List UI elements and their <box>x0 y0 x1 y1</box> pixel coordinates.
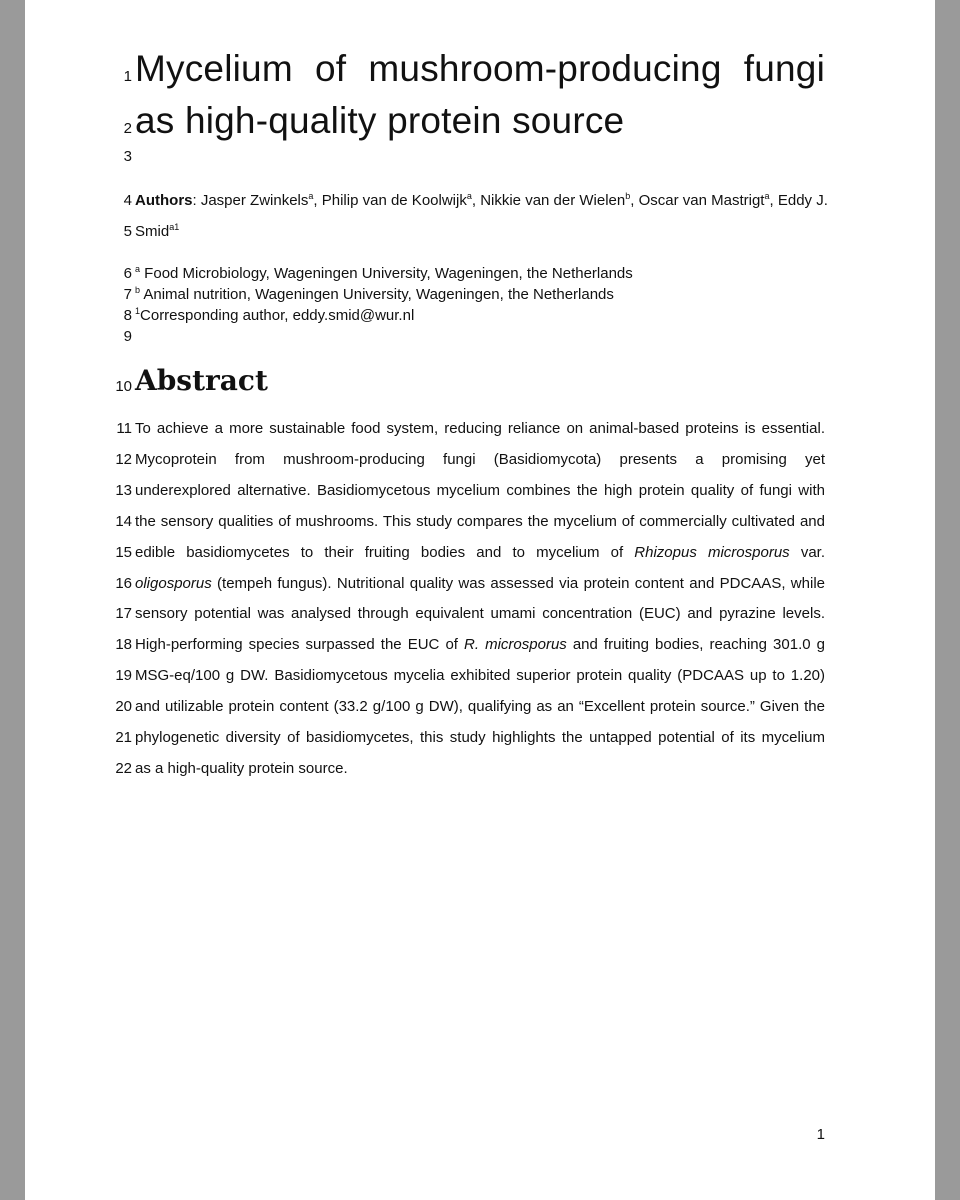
author-name: Nikkie van der Wielen <box>480 192 626 209</box>
paper-page <box>25 0 935 1200</box>
abstract-line <box>135 544 825 561</box>
author-affil-mark: a1 <box>169 222 180 232</box>
affil-mark: a <box>135 264 141 274</box>
abstract-text: edible basidiomycetes to their fruiting bodies and to mycelium of <box>135 544 635 561</box>
abstract-line <box>135 575 825 592</box>
abstract-line: and utilizable protein content (33.2 g/100 g DW), qualifying as an “Excellent protein source.” Given the <box>135 698 825 715</box>
abstract-text: var. <box>789 544 826 561</box>
line-number: 4 <box>123 192 132 209</box>
line-number: 16 <box>115 575 132 592</box>
page-number: 1 <box>816 1126 825 1143</box>
affiliation-b <box>135 286 825 303</box>
abstract-line: Mycoprotein from mushroom-producing fungi (Basidiomycota) presents a promising yet <box>135 451 825 468</box>
author-affil-mark: a <box>308 191 314 201</box>
authors-line-2 <box>135 223 825 240</box>
abstract-line: MSG-eq/100 g DW. Basidiomycetous mycelia exhibited superior protein quality (PDCAAS up to 1.20) <box>135 667 825 684</box>
author-affil-mark: a <box>466 191 472 201</box>
author-name: Oscar van Mastrigt <box>638 192 765 209</box>
paper-title-line-2: as high-quality protein source <box>135 100 625 141</box>
line-number: 9 <box>123 328 132 345</box>
line-number: 10 <box>115 378 132 395</box>
species-name: Rhizopus microsporus <box>634 544 790 561</box>
abstract-text: (tempeh fungus). Nutritional quality was assessed via protein content and PDCAAS, while <box>211 575 825 592</box>
affil-text: Animal nutrition, Wageningen University, Wageningen, the Netherlands <box>140 286 614 303</box>
species-name: R. microsporus <box>464 636 567 653</box>
abstract-text: High-performing species surpassed the EUC of <box>135 636 465 653</box>
line-number: 3 <box>123 148 132 165</box>
author-name: Smid <box>135 223 170 240</box>
corresponding-author <box>135 307 825 324</box>
line-number: 18 <box>115 636 132 653</box>
authors-label: Authors <box>135 192 193 209</box>
abstract-line: underexplored alternative. Basidiomycetous mycelium combines the high protein quality of fungi with <box>135 482 825 499</box>
abstract-line: as a high-quality protein source. <box>135 760 348 777</box>
line-number: 15 <box>115 544 132 561</box>
affil-text: Food Microbiology, Wageningen University, Wageningen, the Netherlands <box>140 265 633 282</box>
line-number: 21 <box>115 729 132 746</box>
line-number: 8 <box>123 307 132 324</box>
abstract-text: and fruiting bodies, reaching 301.0 g <box>566 636 825 653</box>
species-name: oligosporus <box>135 575 212 592</box>
author-name: Jasper Zwinkels <box>200 192 309 209</box>
line-number: 13 <box>115 482 132 499</box>
author-affil-mark: b <box>625 191 631 201</box>
abstract-line: the sensory qualities of mushrooms. This study compares the mycelium of commercially cultivated and <box>135 513 825 530</box>
affiliation-a <box>135 265 825 282</box>
line-number: 5 <box>123 223 132 240</box>
abstract-line: To achieve a more sustainable food system, reducing reliance on animal-based proteins is essential. <box>135 420 825 437</box>
abstract-line: sensory potential was analysed through equivalent umami concentration (EUC) and pyrazine levels. <box>135 605 825 622</box>
line-number: 2 <box>123 120 132 137</box>
line-number: 19 <box>115 667 132 684</box>
author-name: Philip van de Koolwijk <box>321 192 467 209</box>
author-name: Eddy J. <box>777 192 828 209</box>
line-number: 20 <box>115 698 132 715</box>
line-number: 6 <box>123 265 132 282</box>
line-number: 11 <box>116 420 132 437</box>
paper-title-line-1: Mycelium of mushroom-producing fungi <box>135 48 825 89</box>
abstract-line: phylogenetic diversity of basidiomycetes, this study highlights the untapped potential of its mycelium <box>135 729 825 746</box>
authors-line: Authors: Jasper Zwinkels$^a$, Philip van de Koolwijk$^a$, Nikkie van der Wielen$^b$, Oscar van Mastrigt$^a$, Eddy J. <box>135 191 828 209</box>
abstract-heading: Abstract <box>135 364 268 397</box>
affil-mark: b <box>135 285 141 295</box>
author-affil-mark: a <box>764 191 770 201</box>
line-number: 7 <box>123 286 132 303</box>
line-number: 14 <box>115 513 132 530</box>
affil-text: Corresponding author, eddy.smid@wur.nl <box>140 307 415 324</box>
line-number: 22 <box>115 760 132 777</box>
line-number: 1 <box>123 68 132 85</box>
affil-mark: 1 <box>135 306 141 316</box>
line-number: 17 <box>115 605 132 622</box>
abstract-line <box>135 636 825 653</box>
line-number: 12 <box>115 451 132 468</box>
